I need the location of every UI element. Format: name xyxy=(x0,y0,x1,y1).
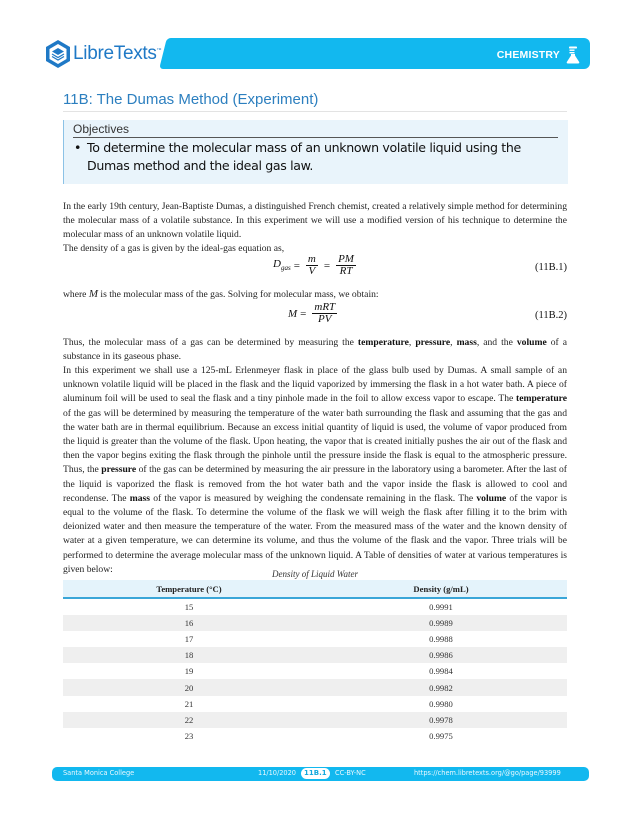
title-divider xyxy=(63,111,567,112)
where-paragraph: where M is the molecular mass of the gas. Solving for molecular mass, we obtain: xyxy=(63,288,379,300)
equation-11b-1 xyxy=(63,254,567,284)
table-row xyxy=(63,647,567,663)
density-cell: 0.9975 xyxy=(429,730,453,741)
equation-number: (11B.2) xyxy=(535,310,567,321)
temperature-cell: 23 xyxy=(184,730,194,741)
objectives-heading: Objectives xyxy=(73,122,130,136)
density-cell: 0.9984 xyxy=(429,666,453,677)
bullet-icon: • xyxy=(74,140,82,155)
eq1-lhs: $D_{gas}$ xyxy=(273,258,291,273)
density-cell: 0.9991 xyxy=(429,602,453,613)
table-row xyxy=(63,631,567,647)
footer-license: CC-BY-NC xyxy=(335,769,366,777)
footer-date: 11/10/2020 xyxy=(258,769,297,777)
temperature-cell: 17 xyxy=(184,634,194,645)
page-footer xyxy=(52,767,589,781)
table-caption: Density of Liquid Water xyxy=(272,569,358,579)
density-paragraph: The density of a gas is given by the ideal-gas equation as, xyxy=(63,243,285,254)
column-header-density: Density (g/mL) xyxy=(315,580,567,598)
density-cell: 0.9980 xyxy=(429,698,453,709)
objectives-box xyxy=(63,120,568,184)
density-table xyxy=(63,580,567,744)
eq1-equals-2: = xyxy=(323,259,331,272)
libretexts-logo-icon xyxy=(45,39,71,69)
temperature-cell: 22 xyxy=(63,712,315,728)
subject-label: CHEMISTRY xyxy=(496,49,560,61)
density-cell: 0.9982 xyxy=(315,679,567,695)
temperature-cell: 18 xyxy=(63,647,315,663)
page-title: 11B: The Dumas Method (Experiment) xyxy=(63,91,319,108)
measurement-paragraph: Thus, the molecular mass of a gas can be determined by measuring the temperature, pressure, mass, and the volume of a substance in its gaseous phase. xyxy=(63,337,568,363)
temperature-cell: 19 xyxy=(184,666,194,677)
table-row xyxy=(63,598,567,615)
equation-11b-2 xyxy=(63,302,567,332)
objectives-list xyxy=(73,139,563,175)
table-row xyxy=(63,728,567,744)
libretexts-logo[interactable] xyxy=(45,37,165,71)
table-header-row xyxy=(63,580,567,598)
objective-item xyxy=(73,139,563,175)
table-row xyxy=(63,696,567,712)
temperature-cell: 15 xyxy=(184,602,194,613)
column-header-temperature: Temperature (°C) xyxy=(63,580,315,598)
temperature-cell: 20 xyxy=(63,679,315,695)
temperature-cell: 16 xyxy=(63,615,315,631)
table-row xyxy=(63,663,567,679)
table-row xyxy=(63,615,567,631)
equation-number: (11B.1) xyxy=(535,262,567,273)
subject-banner[interactable] xyxy=(168,38,590,69)
eq1-equals: = xyxy=(293,259,300,272)
table-row xyxy=(63,712,567,728)
intro-paragraph: In the early 19th century, Jean-Baptiste Dumas, a distinguished French chemist, created a relatively simple method for determining the molecular mass of a volatile substance. In this experiment we will use a modified version of his technique to determine the molecular mass of an unknown volatile liquid. xyxy=(63,201,567,241)
footer-url-link[interactable]: https://chem.libretexts.org/@go/page/93999 xyxy=(414,769,561,777)
eq2-equals: = xyxy=(300,307,307,320)
eq2-lhs: M xyxy=(288,307,298,320)
temperature-cell: 21 xyxy=(184,698,194,709)
logo-text: LibreTexts™ xyxy=(73,43,162,64)
page-header xyxy=(45,35,590,71)
density-cell: 0.9978 xyxy=(315,712,567,728)
objectives-divider xyxy=(73,137,558,138)
page-number-badge: 11B.1 xyxy=(301,768,330,779)
footer-institution: Santa Monica College xyxy=(63,769,135,777)
objective-text: To determine the molecular mass of an unknown volatile liquid using the Dumas method and the ideal gas law. xyxy=(87,140,521,173)
eq1-fraction-2: $\frac{PM}{RT}$ xyxy=(338,253,354,277)
density-cell: 0.9986 xyxy=(315,647,567,663)
density-cell: 0.9988 xyxy=(429,634,453,645)
eq2-fraction: $\frac{\text{mRT}}{PV}$ xyxy=(314,301,336,325)
eq1-fraction-1: $\frac{m}{V}$ xyxy=(307,253,316,277)
table-row xyxy=(63,679,567,695)
density-cell: 0.9989 xyxy=(315,615,567,631)
procedure-paragraph: In this experiment we shall use a 125-mL Erlenmeyer flask in place of the glass bulb used by Dumas. A small sample of an unknown volatile liquid will be placed in the flask and the liquid vaporized by immersing the flask in a hot water bath. A piece of aluminum foil will be used to seal the flask and a tiny pinhole made in the foil to allow excess vapor to escape. The temperature of the gas will be determined by measuring the temperature of the water bath surrounding the flask and assuming that the gas and the water bath are in thermal equilibrium. Because an excess initial quantity of liquid is used, the volume of vapor produced from the liquid is greater than the volume of the flask. Upon heating, the vapor that is created initially pushes the air out of the flask and then the vapor begins exiting the flask through the pinhole until the pressure inside the flask is equal to the atmospheric pressure. Thus, the pressure of the gas can be determined by measuring the air pressure in the laboratory using a barometer. After the last of the liquid is vaporized the flask is removed from the hot water bath and the vapor inside the flask is allowed to cool and recondense. The mass of the vapor is measured by weighing the condensate remaining in the flask. The volume of the vapor is equal to the volume of the flask. To determine the volume of the flask we will weigh the flask after filling it to the brim with deionized water and then measure the temperature of the water. From the measured mass of the water and the known density of water at a given temperature, we can determine its volume, and thus the volume of the flask and the vapor. Three trials will be performed to determine the average molecular mass of the unknown liquid. A Table of densities of water at various temperatures is given below: xyxy=(63,365,567,575)
flask-icon xyxy=(566,46,580,64)
